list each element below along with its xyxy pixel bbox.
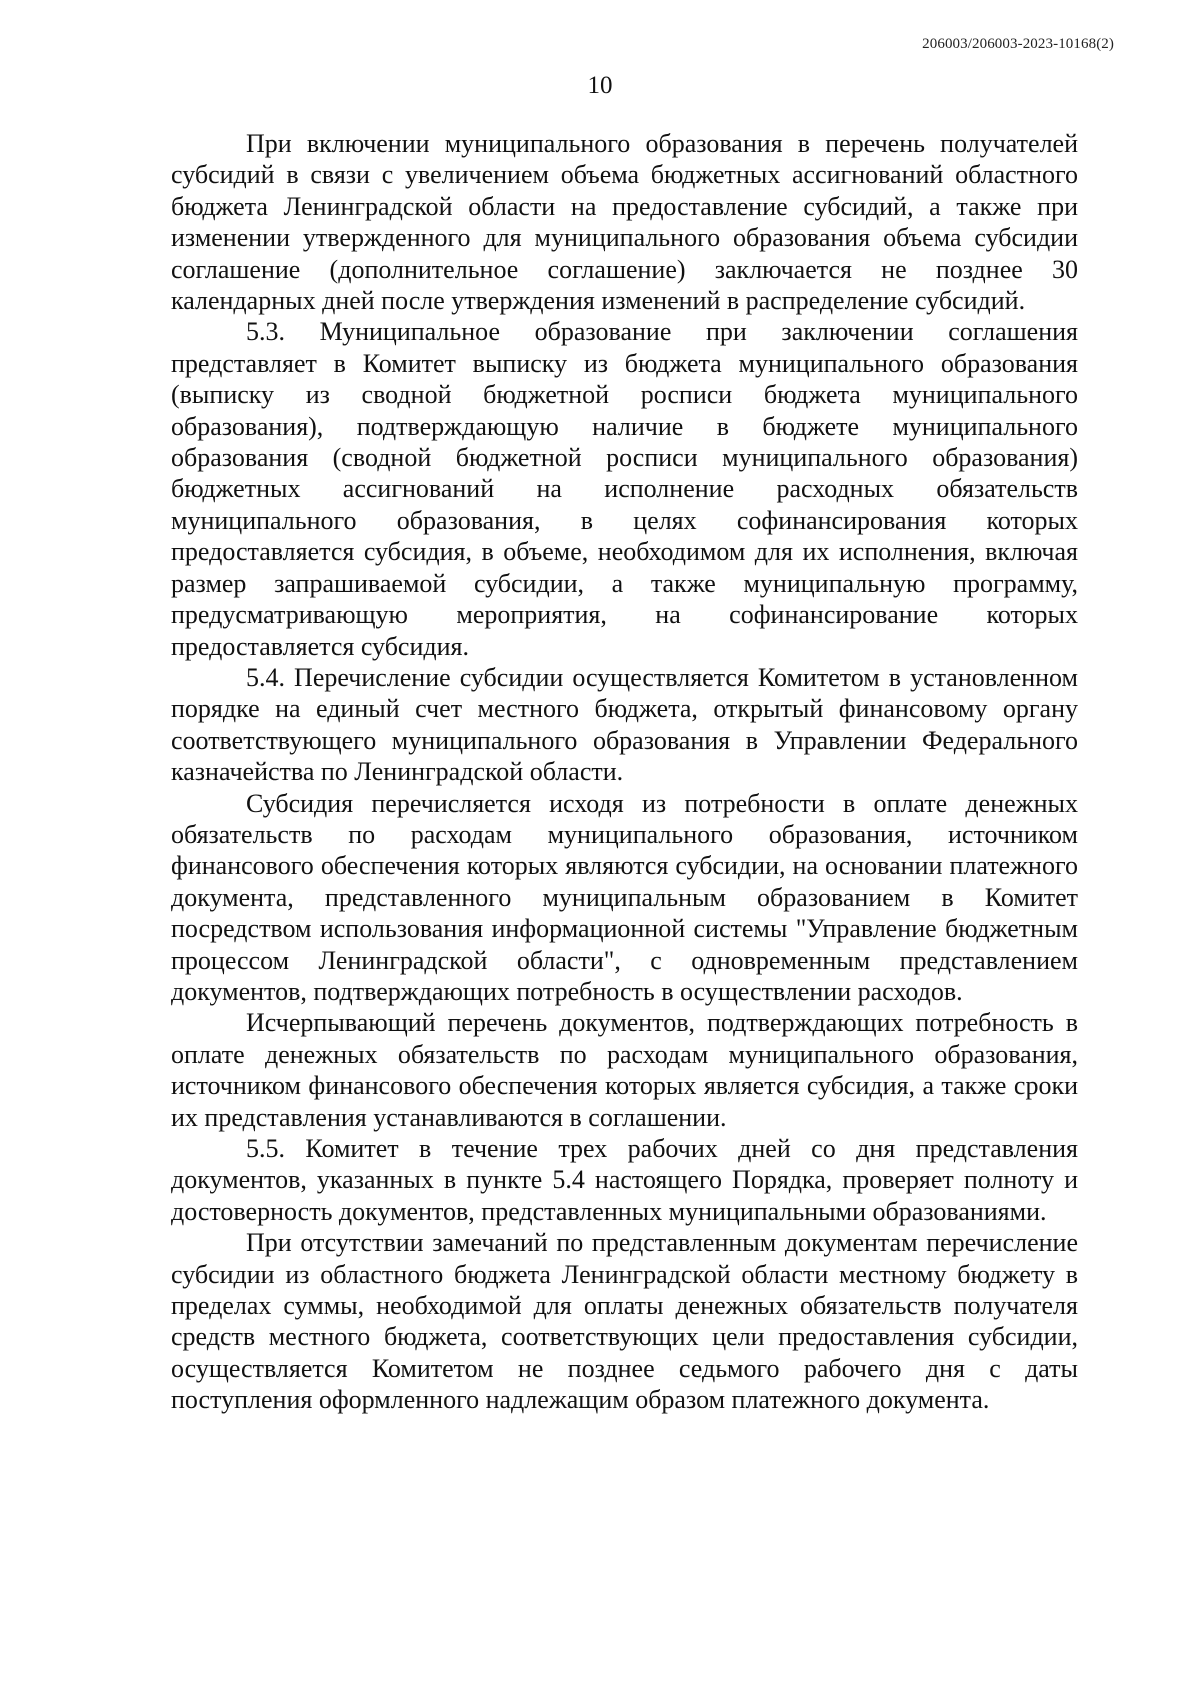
document-registration-number: 206003/206003-2023-10168(2) <box>922 36 1114 52</box>
page-number: 10 <box>587 72 613 99</box>
paragraph-5-5: 5.5. Комитет в течение трех рабочих дней со дня представления документов, указанных в пункте 5.4 настоящего Порядка, проверяет полноту и достоверность документов, представленных муниципальными образованиями. <box>171 1134 1078 1226</box>
paragraph-documents-list: Исчерпывающий перечень документов, подтверждающих потребность в оплате денежных обязательств по расходам муниципального образования, источником финансового обеспечения которых является субсидия, а также сроки их представления устанавливаются в соглашении. <box>171 1008 1078 1132</box>
paragraph-no-remarks-transfer: При отсутствии замечаний по представленным документам перечисление субсидии из областного бюджета Ленинградской области местному бюджету в пределах суммы, необходимой для оплаты денежных обязательств получателя средств местного бюджета, соответствующих цели предоставления субсидии, осуществляется Комитетом не позднее седьмого рабочего дня с даты поступления оформленного надлежащим образом платежного документа. <box>171 1228 1078 1415</box>
document-body <box>171 128 1078 1416</box>
paragraph-5-3: 5.3. Муниципальное образование при заключении соглашения представляет в Комитет выписку из бюджета муниципального образования (выписку из сводной бюджетной росписи бюджета муниципального образования), подтверждающую наличие в бюджете муниципального образования (сводной бюджетной росписи муниципального образования) бюджетных ассигнований на исполнение расходных обязательств муниципального образования, в целях софинансирования которых предоставляется субсидия, в объеме, необходимом для их исполнения, включая размер запрашиваемой субсидии, а также муниципальную программу, предусматривающую мероприятия, на софинансирование которых предоставляется субсидия. <box>171 317 1078 661</box>
paragraph-5-4: 5.4. Перечисление субсидии осуществляется Комитетом в установленном порядке на единый счет местного бюджета, открытый финансовому органу соответствующего муниципального образования в Управлении Федерального казначейства по Ленинградской области. <box>171 662 1078 787</box>
paragraph-inclusion-in-recipients-list: При включении муниципального образования в перечень получателей субсидий в связи с увеличением объема бюджетных ассигнований областного бюджета Ленинградской области на предоставление субсидий, а также при изменении утвержденного для муниципального образования объема субсидии соглашение (дополнительное соглашение) заключается не позднее 30 календарных дней после утверждения изменений в распределение субсидий. <box>171 129 1078 316</box>
paragraph-subsidy-transfer: Субсидия перечисляется исходя из потребности в оплате денежных обязательств по расходам муниципального образования, источником финансового обеспечения которых являются субсидии, на основании платежного документа, представленного муниципальным образованием в Комитет посредством использования информационной системы "Управление бюджетным процессом Ленинградской области", с одновременным представлением документов, подтверждающих потребность в осуществлении расходов. <box>171 788 1078 1006</box>
